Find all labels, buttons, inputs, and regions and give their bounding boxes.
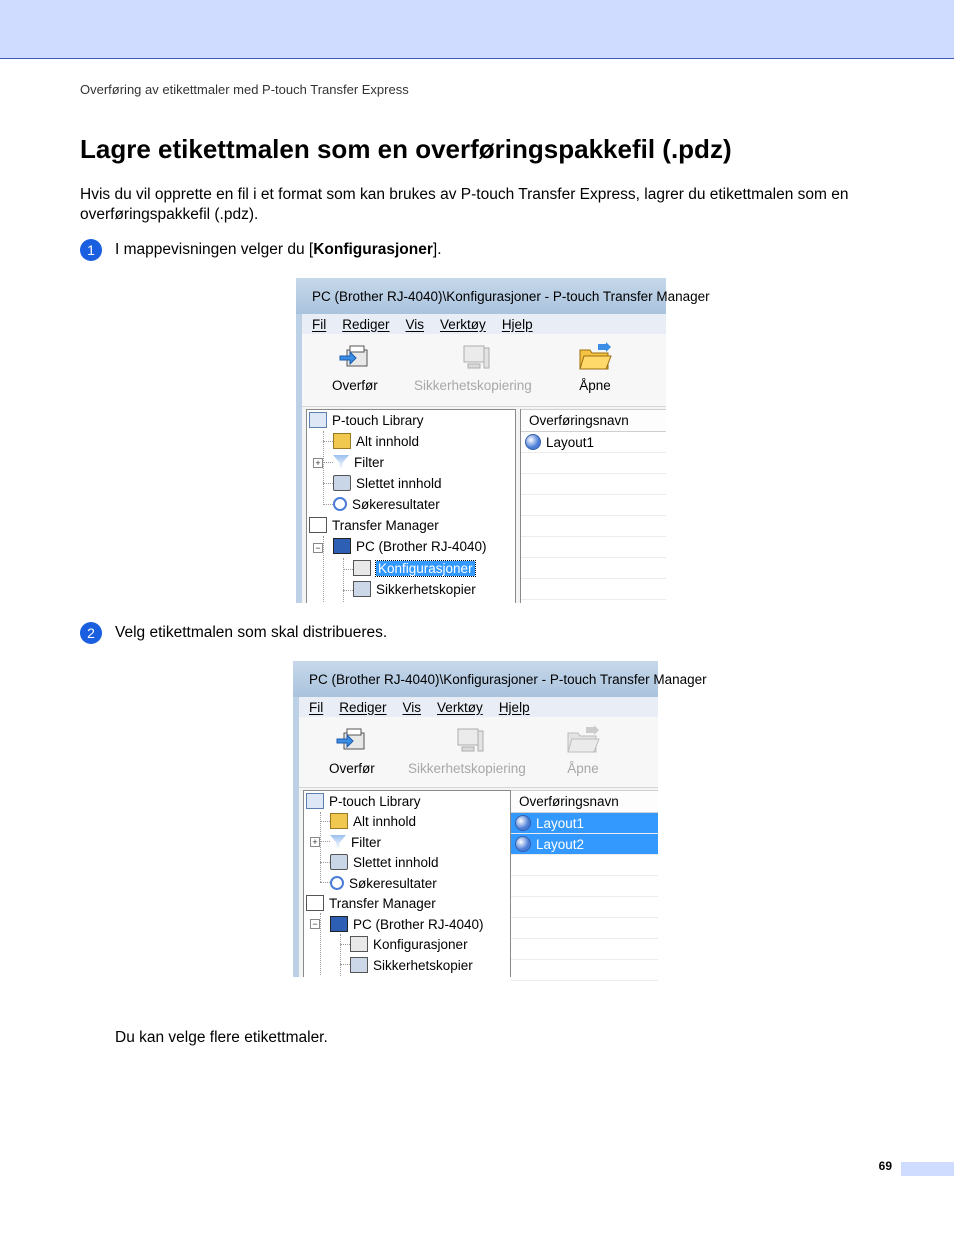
- step-number-badge: 2: [80, 622, 102, 644]
- tree-item-slettet-innhold[interactable]: Slettet innhold: [333, 473, 442, 493]
- tree-item-alt-innhold[interactable]: Alt innhold: [330, 811, 416, 831]
- toolbar: [299, 717, 658, 788]
- tree-item-sokeresultater[interactable]: Søkeresultater: [330, 873, 437, 893]
- filter-icon: [333, 455, 349, 469]
- expand-icon[interactable]: +: [310, 837, 320, 847]
- menu-verktoy[interactable]: Verktøy: [440, 316, 486, 332]
- search-icon: [330, 876, 344, 890]
- backup-folder-icon: [350, 957, 368, 973]
- computer-icon: [333, 538, 351, 554]
- tree-item-sikkerhetskopier[interactable]: Sikkerhetskopier: [350, 955, 473, 975]
- step-1: [80, 239, 442, 261]
- column-header-overforingsnavn[interactable]: Overføringsnavn: [521, 409, 666, 432]
- tree-item-ptouch-library[interactable]: P-touch Library: [309, 410, 424, 430]
- note-text: Du kan velge flere etikettmaler.: [115, 1029, 328, 1046]
- tree-item-transfer-manager[interactable]: Transfer Manager: [306, 893, 436, 913]
- screenshot-transfer-manager-1: [296, 278, 710, 603]
- transfer-list: [510, 790, 658, 977]
- list-item-layout1[interactable]: Layout1: [511, 813, 658, 834]
- folder-tree: [303, 790, 511, 977]
- running-head: Overføring av etikettmaler med P-touch Transfer Express: [80, 82, 409, 97]
- transfer-icon: [338, 342, 372, 372]
- menu-bar: [302, 314, 666, 334]
- backup-button[interactable]: Sikkerhetskopiering: [408, 725, 526, 776]
- recycle-bin-icon: [333, 475, 351, 491]
- tree-item-sokeresultater[interactable]: Søkeresultater: [333, 494, 440, 514]
- folder-tree: [306, 409, 516, 603]
- menu-bar: [299, 697, 658, 717]
- screenshot-transfer-manager-2: [293, 661, 707, 977]
- top-band: [0, 0, 954, 59]
- step-2-text: Velg etikettmalen som skal distribueres.: [115, 624, 388, 641]
- list-item-layout1[interactable]: Layout1: [521, 432, 666, 453]
- page-number-bar: [901, 1162, 954, 1176]
- tree-item-pc[interactable]: PC (Brother RJ-4040): [333, 536, 487, 556]
- column-header-overforingsnavn[interactable]: Overføringsnavn: [511, 790, 658, 813]
- menu-vis[interactable]: Vis: [405, 316, 425, 332]
- menu-vis[interactable]: Vis: [402, 699, 422, 715]
- step-2: [80, 622, 387, 644]
- library-icon: [309, 412, 327, 428]
- search-icon: [333, 497, 347, 511]
- menu-fil[interactable]: Fil: [312, 316, 327, 332]
- toolbar: [302, 334, 666, 407]
- intro-paragraph: Hvis du vil opprette en fil i et format som kan brukes av P-touch Transfer Express, lagrer du etikettmalen som en overføringspakkefil (.pdz).: [80, 186, 849, 223]
- backup-folder-icon: [353, 581, 371, 597]
- backup-button[interactable]: Sikkerhetskopiering: [414, 342, 532, 393]
- layout-file-icon: [515, 836, 531, 852]
- tree-item-transfer-manager[interactable]: Transfer Manager: [309, 515, 439, 535]
- transfer-manager-icon: [309, 517, 327, 533]
- open-button[interactable]: Åpne: [578, 342, 612, 393]
- page-title: Lagre etikettmalen som en overføringspakkefil (.pdz): [80, 134, 732, 164]
- tree-item-sikkerhetskopier[interactable]: Sikkerhetskopier: [353, 579, 476, 599]
- menu-verktoy[interactable]: Verktøy: [437, 699, 483, 715]
- tree-item-pc[interactable]: PC (Brother RJ-4040): [330, 914, 484, 934]
- open-folder-icon: [566, 725, 600, 755]
- filter-icon: [330, 835, 346, 849]
- open-button[interactable]: Åpne: [566, 725, 600, 776]
- tree-item-slettet-innhold[interactable]: Slettet innhold: [330, 852, 439, 872]
- transfer-button[interactable]: Overfør: [332, 342, 378, 393]
- tree-item-filter[interactable]: Filter: [333, 452, 384, 472]
- list-item-layout2[interactable]: Layout2: [511, 834, 658, 855]
- step-1-text: I mappevisningen velger du [Konfigurasjoner].: [115, 241, 442, 258]
- library-icon: [306, 793, 324, 809]
- menu-rediger[interactable]: Rediger: [339, 699, 387, 715]
- tree-item-konfigurasjoner[interactable]: Konfigurasjoner: [353, 558, 475, 578]
- configuration-icon: [353, 560, 371, 576]
- transfer-button[interactable]: Overfør: [329, 725, 375, 776]
- window-title: PC (Brother RJ-4040)\Konfigurasjoner - P-touch Transfer Manager: [309, 671, 707, 687]
- tree-item-konfigurasjoner[interactable]: Konfigurasjoner: [350, 934, 468, 954]
- computer-icon: [330, 916, 348, 932]
- configuration-icon: [350, 936, 368, 952]
- page-number: 69: [878, 1159, 892, 1173]
- window-title: PC (Brother RJ-4040)\Konfigurasjoner - P-touch Transfer Manager: [312, 288, 710, 304]
- layout-file-icon: [515, 815, 531, 831]
- backup-icon: [450, 725, 484, 755]
- layout-file-icon: [525, 434, 541, 450]
- menu-rediger[interactable]: Rediger: [342, 316, 390, 332]
- recycle-bin-icon: [330, 854, 348, 870]
- collapse-icon[interactable]: −: [313, 543, 323, 553]
- tree-item-filter[interactable]: Filter: [330, 832, 381, 852]
- folder-icon: [330, 813, 348, 829]
- folder-icon: [333, 433, 351, 449]
- window-title-bar: [296, 278, 710, 314]
- menu-fil[interactable]: Fil: [309, 699, 324, 715]
- expand-icon[interactable]: +: [313, 458, 323, 468]
- backup-icon: [456, 342, 490, 372]
- tree-item-alt-innhold[interactable]: Alt innhold: [333, 431, 419, 451]
- tree-item-ptouch-library[interactable]: P-touch Library: [306, 791, 421, 811]
- menu-hjelp[interactable]: Hjelp: [501, 316, 533, 332]
- window-title-bar: [293, 661, 707, 697]
- collapse-icon[interactable]: −: [310, 919, 320, 929]
- open-folder-icon: [578, 342, 612, 372]
- step-number-badge: 1: [80, 239, 102, 261]
- transfer-list: [520, 409, 666, 603]
- transfer-icon: [335, 725, 369, 755]
- menu-hjelp[interactable]: Hjelp: [498, 699, 530, 715]
- transfer-manager-icon: [306, 895, 324, 911]
